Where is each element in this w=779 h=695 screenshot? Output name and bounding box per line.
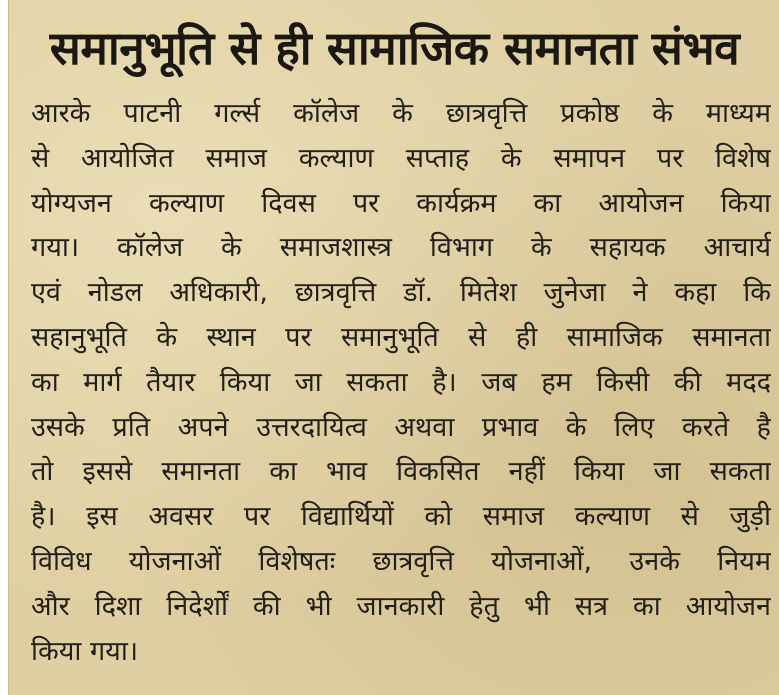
article-body [31,92,771,674]
article-line: गया। कॉलेज के समाजशास्त्र विभाग के सहायक आचार्य [31,232,771,264]
article-line: है। इस अवसर पर विद्यार्थियों को समाज कल्याण से जुड़ी [31,501,771,533]
article-line: उसके प्रति अपने उत्तरदायित्व अथवा प्रभाव के लिए करते है [31,411,771,443]
article-line: से आयोजित समाज कल्याण सप्ताह के समापन पर विशेष [31,142,771,174]
article-line: योग्यजन कल्याण दिवस पर कार्यक्रम का आयोजन किया [31,187,771,219]
article-line: विविध योजनाओं विशेषतः छात्रवृत्ति योजनाओं, उनके नियम [31,545,771,577]
article-line: तो इससे समानता का भाव विकसित नहीं किया जा सकता [31,456,771,488]
article-line: का मार्ग तैयार किया जा सकता है। जब हम किसी की मदद [31,366,771,398]
newspaper-clipping [8,0,779,695]
article-line: एवं नोडल अधिकारी, छात्रवृत्ति डॉ. मितेश जुनेजा ने कहा कि [31,277,771,309]
article-line: सहानुभूति के स्थान पर समानुभूति से ही सामाजिक समानता [31,321,771,353]
article-line-last: किया गया। [31,635,139,667]
article-line: और दिशा निदेर्शों की भी जानकारी हेतु भी सत्र का आयोजन [31,590,771,622]
article-line: आरके पाटनी गर्ल्स कॉलेज के छात्रवृत्ति प्रकोष्ठ के माध्यम [31,98,771,129]
headline: समानुभूति से ही सामाजिक समानता संभव [49,21,740,75]
